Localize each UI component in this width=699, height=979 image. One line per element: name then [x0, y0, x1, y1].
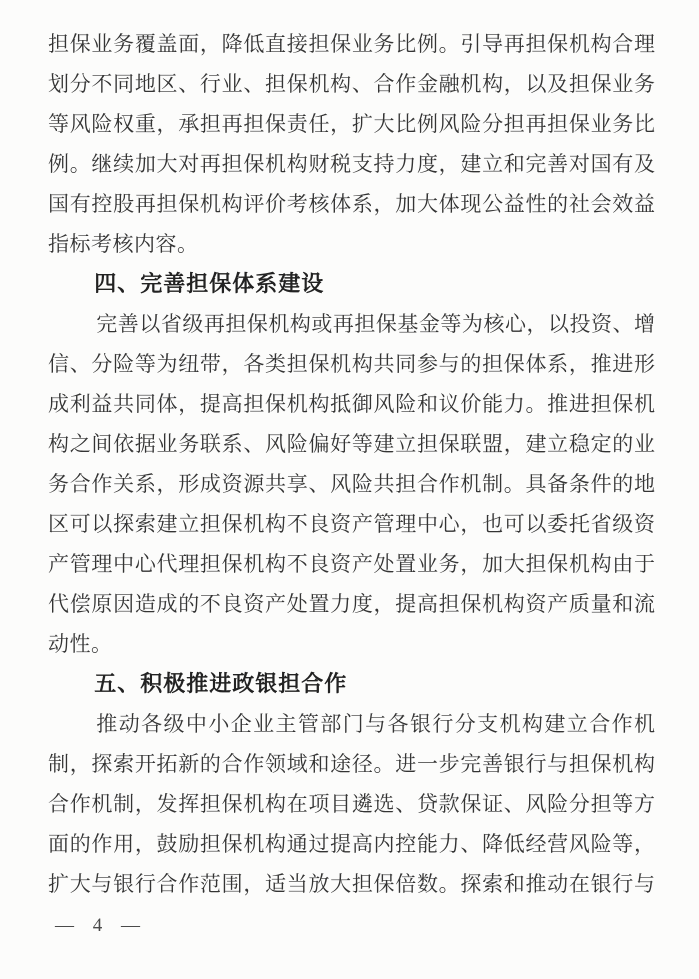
- text-line: 等风险权重，承担再担保责任，扩大比例风险分担再担保业务比: [48, 112, 655, 136]
- text-line: 划分不同地区、行业、担保机构、合作金融机构，以及担保业务: [48, 72, 655, 96]
- text-line: 担保业务覆盖面，降低直接担保业务比例。引导再担保机构合理: [48, 32, 655, 56]
- page-footer: [55, 906, 142, 946]
- text-line: 信、分险等为纽带，各类担保机构共同参与的担保体系，推进形: [48, 352, 655, 376]
- text-line: 例。继续加大对再担保机构财税支持力度，建立和完善对国有及: [48, 152, 655, 176]
- text-line: 动性。: [48, 632, 113, 656]
- text-line: 务合作关系，形成资源共享、风险共担合作机制。具备条件的地: [48, 472, 655, 496]
- text-line: 完善以省级再担保机构或再担保基金等为核心，以投资、增: [96, 312, 655, 336]
- text-line: 产管理中心代理担保机构不良资产处置业务，加大担保机构由于: [48, 552, 655, 576]
- text-line: 面的作用，鼓励担保机构通过提高内控能力、降低经营风险等，: [48, 832, 655, 856]
- text-line: 国有控股再担保机构评价考核体系，加大体现公益性的社会效益: [48, 192, 655, 216]
- section-heading: 五、积极推进政银担合作: [94, 671, 348, 696]
- text-line: 代偿原因造成的不良资产处置力度，提高担保机构资产质量和流: [48, 592, 655, 616]
- text-line: 推动各级中小企业主管部门与各银行分支机构建立合作机: [96, 712, 655, 736]
- text-line: 扩大与银行合作范围，适当放大担保倍数。探索和推动在银行与: [48, 872, 655, 896]
- text-line: 指标考核内容。: [48, 232, 199, 256]
- text-line: 构之间依据业务联系、风险偏好等建立担保联盟，建立稳定的业: [48, 432, 655, 456]
- text-line: 成利益共同体，提高担保机构抵御风险和议价能力。推进担保机: [48, 392, 655, 416]
- text-line: 制，探索开拓新的合作领域和途径。进一步完善银行与担保机构: [48, 752, 655, 776]
- text-line: 区可以探索建立担保机构不良资产管理中心，也可以委托省级资: [48, 512, 655, 536]
- document-content: [48, 24, 655, 904]
- text-line: 合作机制，发挥担保机构在项目遴选、贷款保证、风险分担等方: [48, 792, 655, 816]
- page-number: — 4 —: [55, 915, 142, 936]
- section-heading: 四、完善担保体系建设: [94, 271, 325, 296]
